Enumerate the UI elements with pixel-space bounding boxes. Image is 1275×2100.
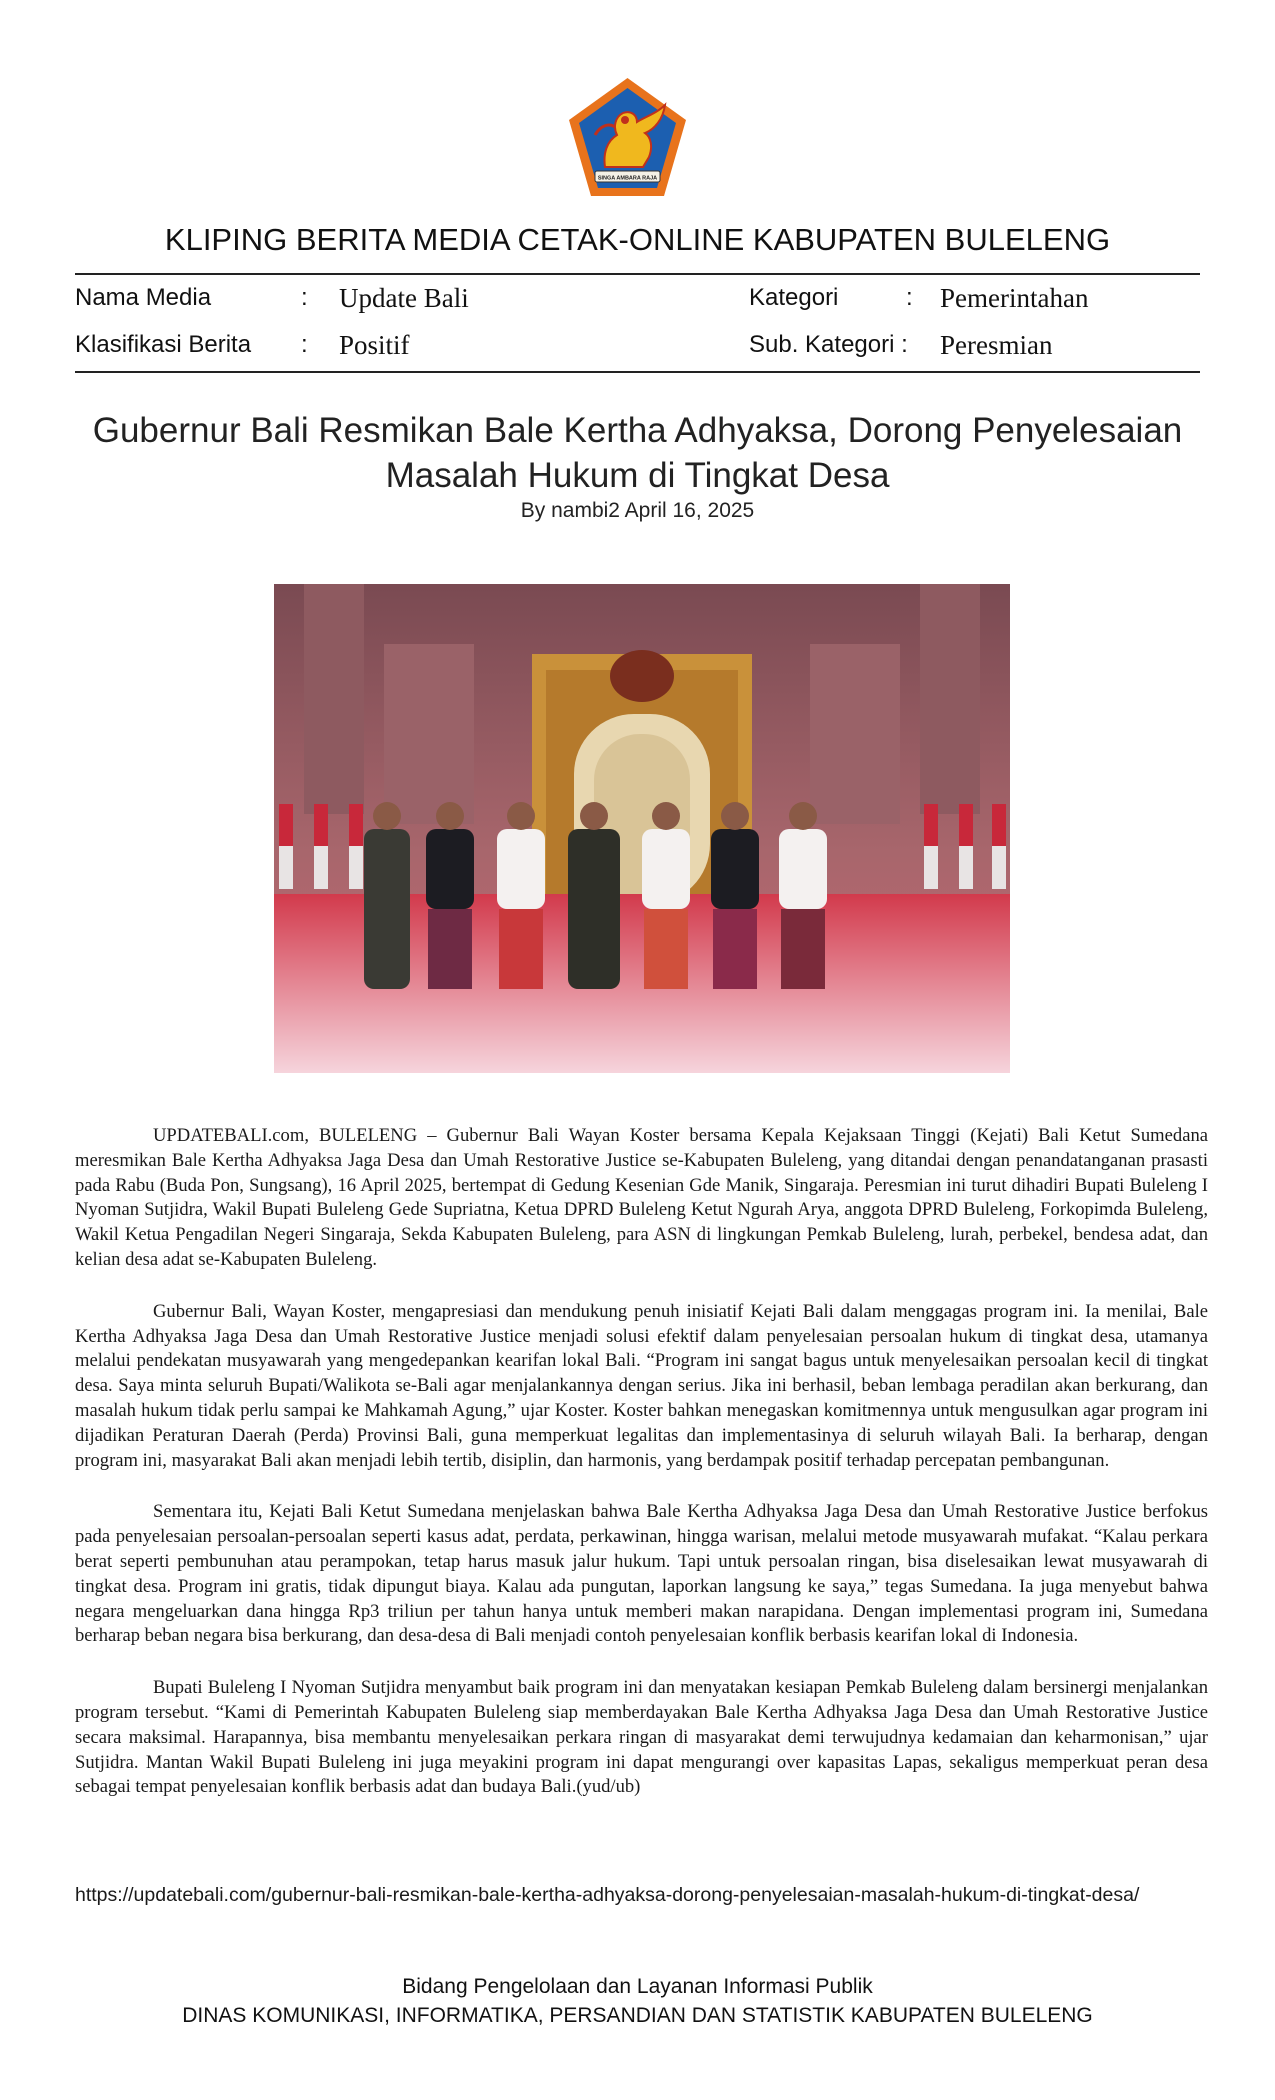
header-rule-top <box>75 273 1200 275</box>
logo-motto: SINGA AMBARA RAJA <box>597 175 658 182</box>
sub-kategori-label: Sub. Kategori : <box>749 331 908 358</box>
klasifikasi-colon: : <box>301 331 308 358</box>
article-title-line2: Masalah Hukum di Tingkat Desa <box>385 456 890 495</box>
kategori-label: Kategori <box>749 284 839 311</box>
article-body <box>75 1124 1208 1827</box>
article-paragraph: Gubernur Bali, Wayan Koster, mengapresiasi dan mendukung penuh inisiatif Kejati Bali dalam menggagas program ini. Ia menilai, Bale Kertha Adhyaksa Jaga Desa dan Umah Restorative Justice menjadi solusi efektif dalam penyelesaian persoalan hukum di tingkat desa, utamanya melalui pendekatan musyawarah yang mengedepankan kearifan lokal Bali. “Program ini sangat bagus untuk menyelesaikan persoalan kecil di tingkat desa. Saya minta seluruh Bupati/Walikota se-Bali agar menjalankannya dengan serius. Jika ini berhasil, beban lembaga peradilan akan berkurang, dan masalah hukum tidak perlu sampai ke Mahkamah Agung,” ujar Koster. Koster bahkan menegaskan komitmennya untuk mengusulkan agar program ini dijadikan Peraturan Daerah (Perda) Provinsi Bali, guna memperkuat legalitas dan implementasinya di seluruh wilayah Bali. Ia berharap, dengan program ini, masyarakat Bali akan menjadi lebih tertib, disiplin, dan harmonis, yang berdampak positif terhadap percepatan pembangunan. <box>75 1300 1208 1471</box>
nama-media-colon: : <box>301 284 308 311</box>
inauguration-photo <box>274 584 1010 1073</box>
article-paragraph: Sementara itu, Kejati Bali Ketut Sumedana menjelaskan bahwa Bale Kertha Adhyaksa Jaga Desa dan Umah Restorative Justice berfokus pada penyelesaian persoalan-persoalan seperti kasus adat, perdata, perkawinan, hingga warisan, melalui metode musyawarah mufakat. “Kalau perkara berat seperti pembunuhan atau perampokan, tetap harus masuk jalur hukum. Tapi untuk persoalan ringan, bisa diselesaikan lewat musyawarah di tingkat desa. Program ini gratis, tidak dipungut biaya. Kalau ada pungutan, laporkan langsung ke saya,” tegas Sumedana. Ia juga menyebut bahwa negara mengeluarkan dana hingga Rp3 triliun per tahun hanya untuk memberi makan narapidana. Dengan implementasi program ini, Sumedana berharap beban negara bisa berkurang, dan desa-desa di Bali menjadi contoh penyelesaian konflik berbasis kearifan lokal di Indonesia. <box>75 1501 1208 1647</box>
footer-division: Bidang Pengelolaan dan Layanan Informasi Publik <box>402 1975 873 1998</box>
footer-agency: DINAS KOMUNIKASI, INFORMATIKA, PERSANDIAN DAN STATISTIK KABUPATEN BULELENG <box>182 2004 1093 2027</box>
header-rule-bottom <box>75 371 1200 373</box>
kategori-colon: : <box>906 284 913 311</box>
article-paragraph: UPDATEBALI.com, BULELENG – Gubernur Bali Wayan Koster bersama Kepala Kejaksaan Tinggi (Kejati) Bali Ketut Sumedana meresmikan Bale Kertha Adhyaksa Jaga Desa dan Umah Restorative Justice se-Kabupaten Buleleng, yang ditandai dengan penandatanganan prasasti pada Rabu (Buda Pon, Sungsang), 16 April 2025, bertempat di Gedung Kesenian Gde Manik, Singaraja. Peresmian ini turut dihadiri Bupati Buleleng I Nyoman Sutjidra, Wakil Bupati Buleleng Gede Supriatna, Ketua DPRD Buleleng Ketut Ngurah Arya, anggota DPRD Buleleng, Forkopimda Buleleng, Wakil Ketua Pengadilan Negeri Singaraja, Sekda Kabupaten Buleleng, para ASN di lingkungan Pemkab Buleleng, lurah, perbekel, bendesa adat, dan kelian desa adat se-Kabupaten Buleleng. <box>75 1125 1208 1270</box>
klasifikasi-value: Positif <box>339 330 410 360</box>
buleleng-crest-logo <box>565 75 690 200</box>
klasifikasi-label: Klasifikasi Berita <box>75 331 252 358</box>
article-paragraph: Bupati Buleleng I Nyoman Sutjidra menyambut baik program ini dan menyatakan kesiapan Pemkab Buleleng dalam bersinergi menjalankan program tersebut. “Kami di Pemerintah Kabupaten Buleleng siap memberdayakan Bale Kertha Adhyaksa Jaga Desa dan Umah Restorative Justice secara maksimal. Harapannya, bisa membantu menyelesaikan perkara ringan di masyarakat demi terwujudnya kedamaian dan keharmonisan,” ujar Sutjidra. Mantan Wakil Bupati Buleleng ini juga meyakini program ini dapat mengurangi over kapasitas Lapas, sekaligus memperkuat peran desa sebagai tempat penyelesaian konflik berbasis adat dan budaya Bali.(yud/ub) <box>75 1677 1208 1798</box>
article-title-line1: Gubernur Bali Resmikan Bale Kertha Adhyaksa, Dorong Penyelesaian <box>92 411 1183 450</box>
source-url-link[interactable]: https://updatebali.com/gubernur-bali-resmikan-bale-kertha-adhyaksa-dorong-penyelesaian-masalah-hukum-di-tingkat-desa/ <box>75 1884 1140 1906</box>
sub-kategori-value: Peresmian <box>940 330 1053 360</box>
article-title <box>75 408 1200 498</box>
nama-media-label: Nama Media <box>75 284 212 311</box>
kategori-value: Pemerintahan <box>940 283 1089 313</box>
clipping-header-title: KLIPING BERITA MEDIA CETAK-ONLINE KABUPATEN BULELENG <box>164 222 1111 257</box>
nama-media-value: Update Bali <box>339 283 469 313</box>
article-byline: By nambi2 April 16, 2025 <box>520 499 755 522</box>
